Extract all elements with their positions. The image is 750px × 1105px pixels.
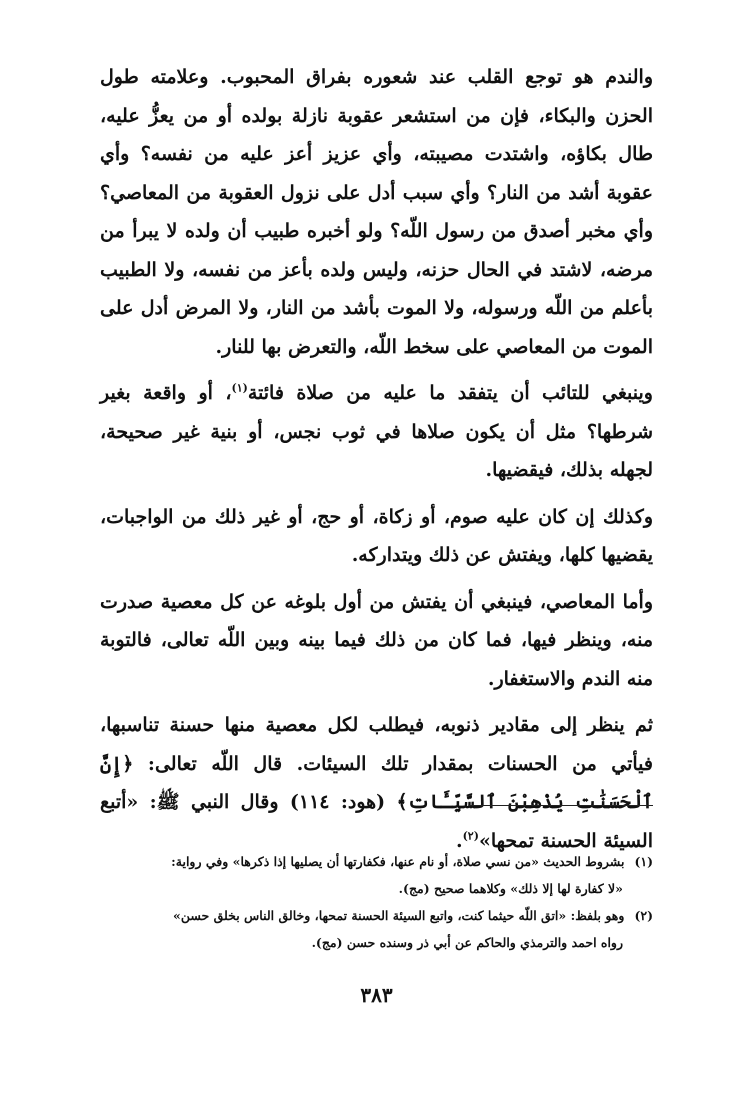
paragraph-missed-prayers-end: ، أو واقعة بغير شرطها؟ مثل أن يكون صلاها في ثوب نجس، أو بنية غير صحيحة، لجهله بذلك، فيقضيها. [100,382,653,481]
paragraph-good-deeds-hadith: (هود: ١١٤) وقال النبي ﷺ: «أتبع السيئة الحسنة تمحها» [100,791,653,852]
paragraph-good-deeds-start: ثم ينظر إلى مقادير ذنوبه، فيطلب لكل معصية منها حسنة تناسبها، فيأتي من الحسنات بمقدار تلك السيئات. قال اللّه تعالى: [100,714,653,775]
paragraph-obligations: وكذلك إن كان عليه صوم، أو زكاة، أو حج، أو غير ذلك من الواجبات، يقضيها كلها، ويفتش عن ذلك ويتداركه. [100,505,653,566]
footnote-2 [100,902,653,956]
footnote-number: (٢) [634,908,653,923]
footnote-divider [469,805,653,806]
footnote-ref-2[interactable]: (٢) [462,829,479,843]
footnote-text-line: وهو بلفظ: «اتق اللّه حيثما كنت، واتبع السيئة الحسنة تمحها، وخالق الناس بخلق حسن» [173,908,625,923]
page-body [100,58,653,1058]
paragraph-remorse: والندم هو توجع القلب عند شعوره بفراق المحبوب. وعلامته طول الحزن والبكاء، فإن من استشعر عقوبة نازلة بولده أو من يعزُّ عليه، طال بكاؤه، واشتدت مصيبته، وأي عزيز أعز عليه من نفسه؟ وأي عقوبة أشد من النار؟ وأي سبب أدل على نزول العقوبة من المعاصي؟ وأي مخبر أصدق من رسول اللّه؟ ولو أخبره طبيب أن ولده لا يبرأ من مرضه، لاشتد في الحال حزنه، وليس ولده بأعز من نفسه، ولا الطبيب بأعلم من اللّه ورسوله، ولا الموت بأشد من النار، ولا المرض أدل على الموت من المعاصي على سخط اللّه، والتعرض بها للنار. [100,66,653,358]
footnote-number: (١) [634,854,653,869]
footnote-text-line: رواه احمد والترمذي والحاكم عن أبي ذر وسنده حسن (مج). [311,935,623,950]
paragraph-sins: وأما المعاصي، فينبغي أن يفتش من أول بلوغه عن كل معصية صدرت منه، وينظر فيها، فما كان من ذلك فيما بينه وبين اللّه تعالى، فالتوبة منه الندم والاستغفار. [100,590,653,690]
footnote-text-line: «لا كفارة لها إلا ذلك» وكلاهما صحيح (مج). [398,881,623,896]
paragraph-good-deeds-end: . [455,829,463,852]
paragraph-missed-prayers [100,374,653,490]
paragraph-missed-prayers-start: وينبغي للتائب أن يتفقد ما عليه من صلاة فائتة [247,382,653,404]
footnotes [100,848,653,956]
paragraph-good-deeds [100,706,653,860]
footnote-text-line: بشروط الحديث «من نسي صلاة، أو نام عنها، فكفارتها أن يصليها إذا ذكرها» وفي رواية: [171,854,625,869]
quran-verse: ﴿إِنَّ ٱلْحَسَنَٰتِ يُذْهِبْنَ ٱلسَّيِّـَٔاتِ﴾ [100,752,653,813]
footnote-1 [100,848,653,902]
footnote-ref-1[interactable]: (١) [231,381,248,395]
page-number: ٣٨٣ [360,983,393,1007]
